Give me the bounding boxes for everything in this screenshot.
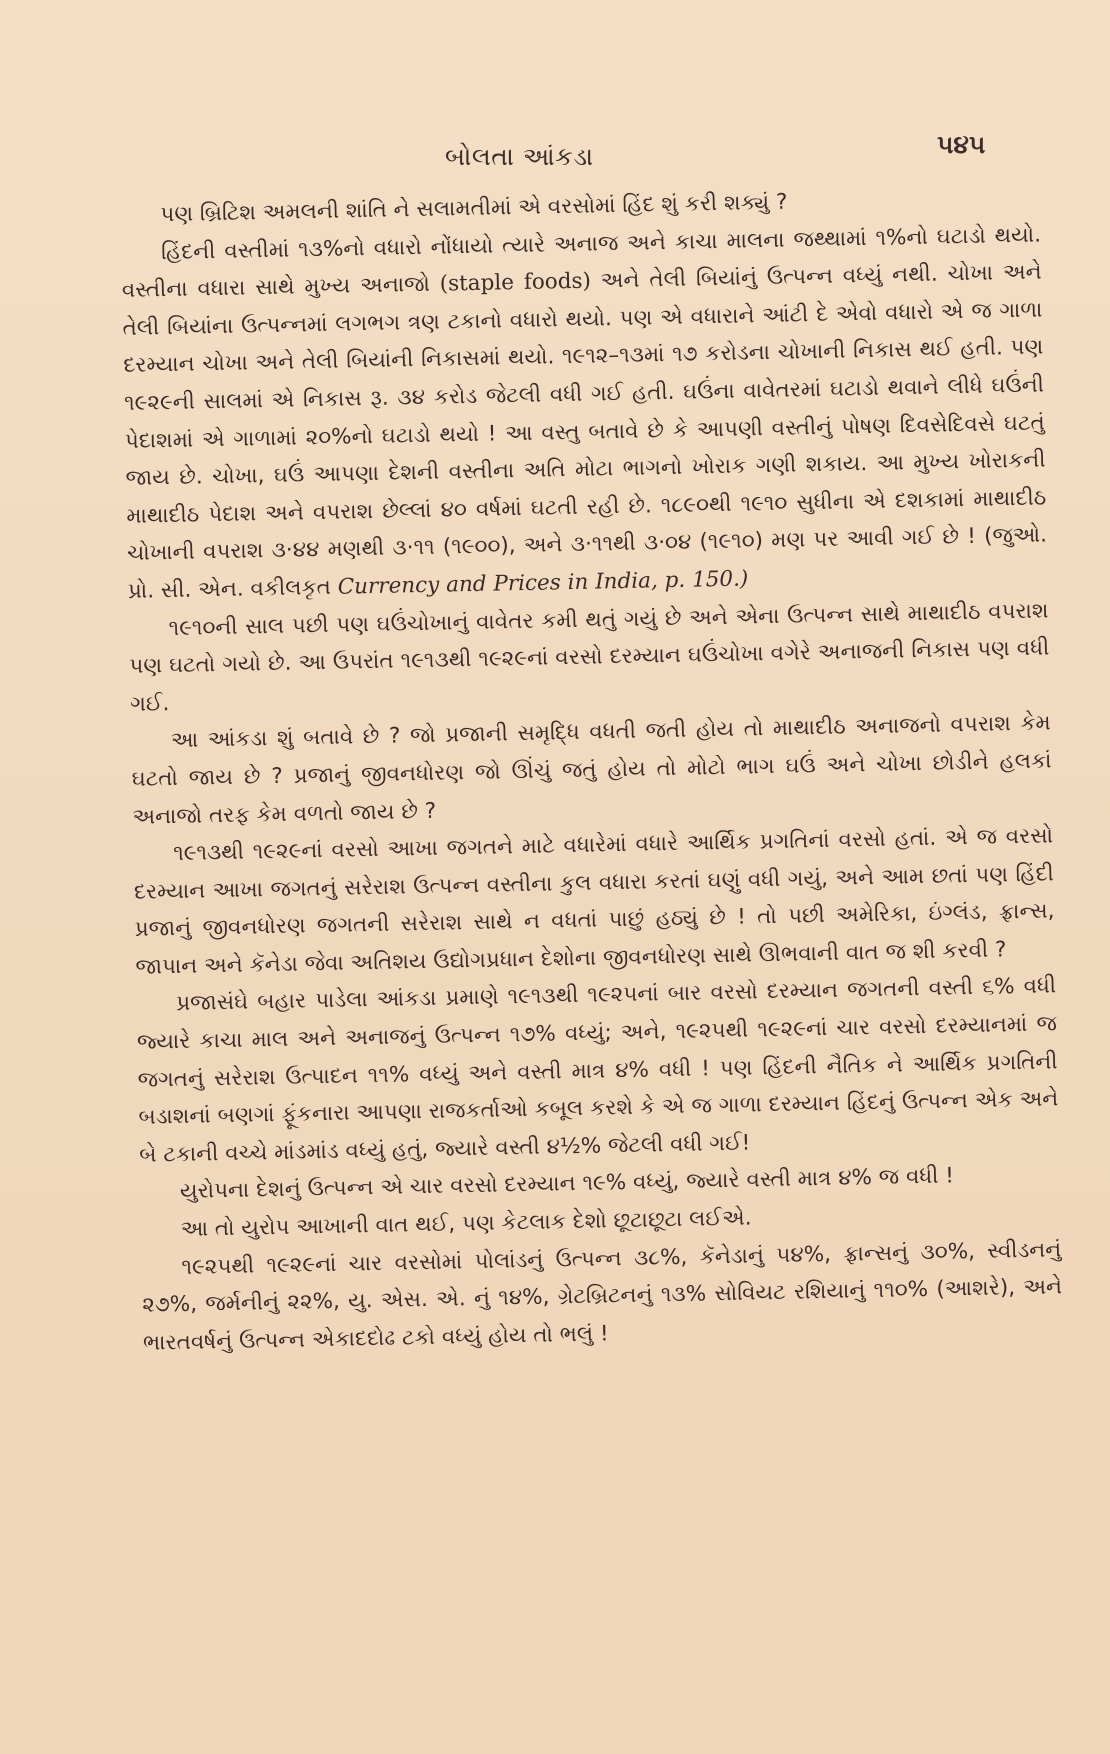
- paragraph-text: ૧૯૧૩થી ૧૯૨૯નાં વરસો આખા જગતને માટે વધારેમાં વધારે આર્થિક પ્રગતિનાં વરસો હતાં. એ જ વરસો દરમ્યાન આખા જગતનું સરેરાશ ઉત્પન્ન વસ્તીના કુલ વધારા કરતાં ઘણું વધી ગયું, અને આમ છતાં પણ હિંદી પ્રજાનું જીવનધોરણ જગતની સરેરાશ સાથે ન વધતાં પાછું હઠ્યું છે ! તો પછી અમેરિકા, ઇંગ્લંડ, ફ્રાન્સ, જાપાન અને કૅનેડા જેવા અતિશય ઉદ્યોગપ્રધાન દેશોના જીવનધોરણ સાથે ઊભવાની વાત જ શી કરવી ?: [133, 823, 1055, 980]
- paragraph: [131, 705, 1053, 836]
- paragraph-text: પણ બ્રિટિશ અમલની શાંતિ ને સલામતીમાં એ વરસોમાં હિંદ શું કરી શક્યું ?: [160, 189, 788, 228]
- paragraph-text: ૧૯૨૫થી ૧૯૨૯નાં ચાર વરસોમાં પોલાંડનું ઉત્પન્ન ૩૮%, કૅનેડાનું ૫૪%, ફ્રાન્સનું ૩૦%, સ્વીડનનું ૨૭%, જર્મનીનું ૨૨%, યુ. એસ. એ. નું ૧૪%, ગ્રેટબ્રિટનનું ૧૩% સોવિયટ રશિયાનું ૧૧૦% (આશરે), અને ભારતવર્ષનું ઉત્પન્ન એકાદદોઢ ટકો વધ્યું હોય તો ભલું !: [142, 1236, 1063, 1356]
- paragraph: [133, 818, 1056, 987]
- body-text: [120, 179, 1063, 1363]
- paragraph-text: આ આંકડા શું બતાવે છે ? જો પ્રજાની સમૃદ્ધિ વધતી જતી હોય તો માથાદીઠ અનાજનો વપરાશ કેમ ઘટતો જાય છે ? પ્રજાનું જીવનધોરણ જો ઊંચું જતું હોય તો મોટો ભાગ ઘઉં અને ચોખા છોડીને હલકાં અનાજો તરફ કેમ વળતો જાય છે ?: [131, 710, 1052, 830]
- paragraph: [136, 968, 1060, 1174]
- paragraph-text: આ તો યુરોપ આખાની વાત થઈ, પણ કેટલાક દેશો છૂટાછૂટા લઈએ.: [180, 1205, 752, 1243]
- paragraph-text: પ્રજાસંઘે બહાર પાડેલા આંકડા પ્રમાણે ૧૯૧૩થી ૧૯૨૫નાં બાર વરસો દરમ્યાન જગતની વસ્તી ૬% વધી જ્યારે કાચા માલ અને અનાજનું ઉત્પન્ન ૧૭% વધ્યું; અને, ૧૯૨૫થી ૧૯૨૯નાં ચાર વરસો દરમ્યાનમાં જ જગતનું સરેરાશ ઉત્પાદન ૧૧% વધ્યું અને વસ્તી માત્ર ૪% વધી ! પણ હિંદની નૈતિક ને આર્થિક પ્રગતિની બડાશનાં બણગાં ફૂંકનારા આપણા રાજકર્તાઓ કબૂલ કરશે કે એ જ ગાળા દરમ્યાન હિંદનું ઉત્પન્ન એક અને બે ટકાની વચ્ચે માંડમાંડ વધ્યું હતું, જ્યારે વસ્તી ૪½% જેટલી વધી ગઈ!: [136, 973, 1059, 1168]
- paragraph-text: હિંદની વસ્તીમાં ૧૩%નો વધારો નોંધાયો ત્યારે અનાજ અને કાચા માલના જથ્થામાં ૧%નો ઘટાડો થયો. વસ્તીના વધારા સાથે મુખ્ય અનાજો: [121, 222, 1042, 304]
- paragraph: [128, 592, 1050, 723]
- english-phrase: (staple foods): [439, 268, 592, 297]
- paragraph-text: ૧૯૧૦ની સાલ પછી પણ ઘઉંચોખાનું વાવેતર કમી થતું ગયું છે અને એના ઉત્પન્ન સાથે માથાદીઠ વપરાશ પણ ઘટતો ગયો છે. આ ઉપરાંત ૧૯૧૩થી ૧૯૨૯નાં વરસો દરમ્યાન ઘઉંચોખા વગેરે અનાજની નિકાસ પણ વધી ગઈ.: [129, 597, 1050, 717]
- running-title: બોલતા આંકડા: [445, 142, 594, 171]
- citation-title: Currency and Prices in India, p. 150.): [337, 566, 749, 600]
- page-number: ૫૪૫: [937, 130, 986, 159]
- paragraph: [121, 216, 1048, 610]
- paragraph-text: અને તેલી બિયાંનું ઉત્પન્ન વધ્યું નથી. ચોખા અને તેલી બિયાંના ઉત્પન્નમાં લગભગ ત્રણ ટકાનો વધારો થયો. પણ એ વધારાને આંટી દે એવો વધારો એ જ ગાળા દરમ્યાન ચોખા અને તેલી બિયાંની નિકાસમાં થયો. ૧૯૧૨–૧૩માં ૧૭ કરોડના ચોખાની નિકાસ થઈ હતી. પણ ૧૯૨૯ની સાલમાં એ નિકાસ રૂ. ૩૪ કરોડ જેટલી વધી ગઈ હતી. ઘઉંના વાવેતરમાં ઘટાડો થવાને લીધે ઘઉંની પેદાશમાં એ ગાળામાં ૨૦%નો ઘટાડો થયો ! આ વસ્તુ બતાવે છે કે આપણી વસ્તીનું પોષણ દિવસેદિવસે ઘટતું જાય છે. ચોખા, ઘઉં આપણા દેશની વસ્તીના અતિ મોટા ભાગનો ખોરાક ગણી શકાય. આ મુખ્ય ખોરાકની માથાદીઠ પેદાશ અને વપરાશ છેલ્લાં ૪૦ વર્ષમાં ઘટતી રહી છે. ૧૮૯૦થી ૧૯૧૦ સુધીના એ દશકામાં માથાદીઠ ચોખાની વપરાશ ૩·૪૪ મણથી ૩·૧૧ (૧૯૦૦), અને ૩·૧૧થી ૩·૦૪ (૧૯૧૦) મણ પર આવી ગઈ છે ! (જુઓ. પ્રો. સી. એન. વકીલકૃત: [122, 259, 1048, 604]
- page-header: [0, 130, 1110, 180]
- paragraph-text: યુરોપના દેશનું ઉત્પન્ન એ ચાર વરસો દરમ્યાન ૧૯% વધ્યું, જ્યારે વસ્તી માત્ર ૪% જ વધી !: [179, 1163, 955, 1205]
- paragraph: [141, 1231, 1063, 1362]
